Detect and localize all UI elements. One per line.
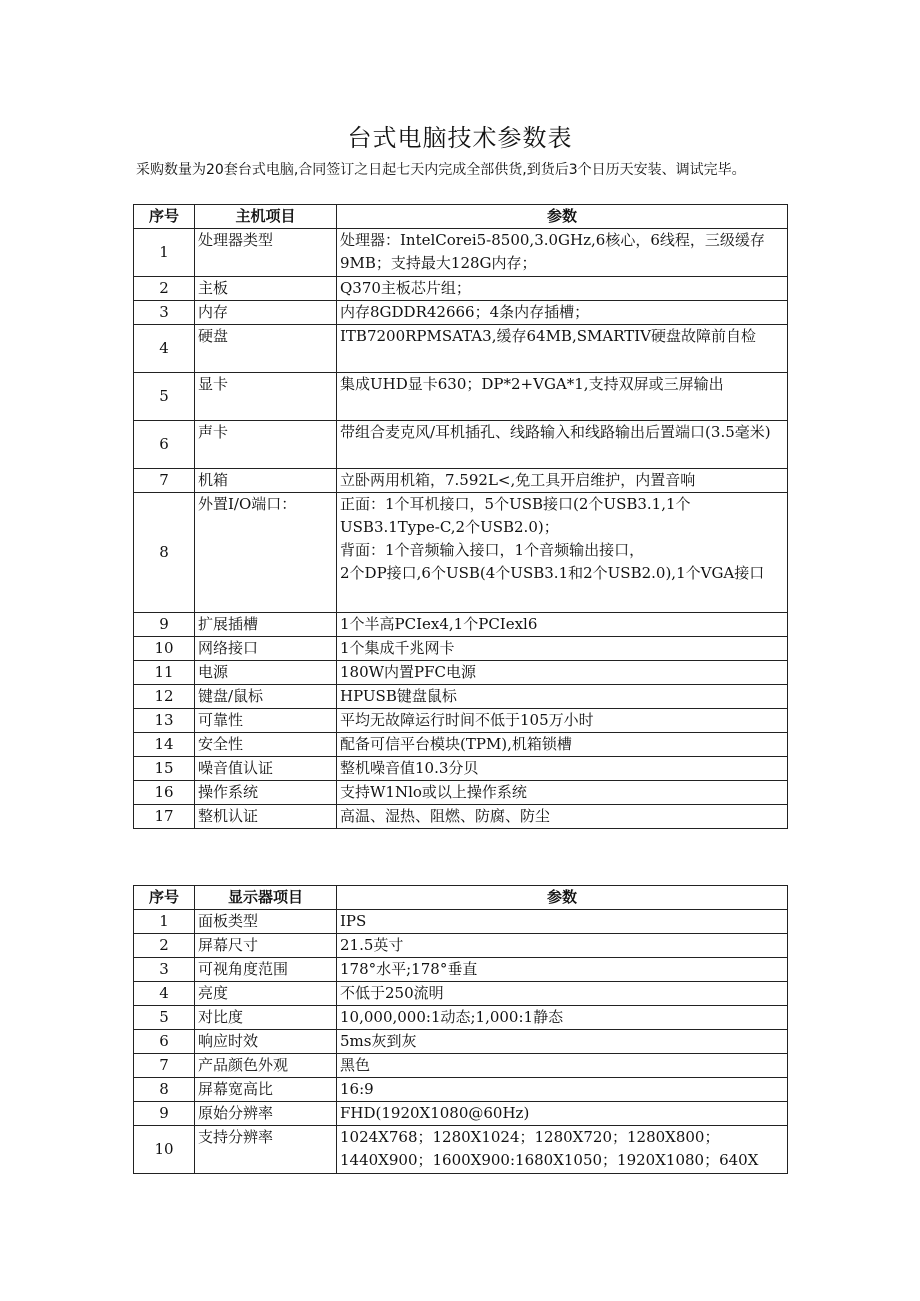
row-number: 13 xyxy=(134,709,195,733)
table-row xyxy=(134,781,788,805)
table-row xyxy=(134,910,788,934)
table-row xyxy=(134,934,788,958)
row-value: 5ms灰到灰 xyxy=(337,1030,788,1054)
row-value: 不低于250流明 xyxy=(337,982,788,1006)
row-item: 内存 xyxy=(195,301,337,325)
table-row xyxy=(134,1030,788,1054)
row-value: 内存8GDDR42666；4条内存插槽； xyxy=(337,301,788,325)
row-item: 整机认证 xyxy=(195,805,337,829)
row-value: 整机噪音值10.3分贝 xyxy=(337,757,788,781)
row-number: 12 xyxy=(134,685,195,709)
row-item: 键盘/鼠标 xyxy=(195,685,337,709)
row-value: 正面：1个耳机接口，5个USB接口(2个USB3.1,1个USB3.1Type-C,2个USB2.0)； 背面：1个音频输入接口，1个音频输出接口， 2个DP接口,6个USB(4个USB3.1和2个USB2.0),1个VGA接口 xyxy=(337,493,788,613)
row-item: 安全性 xyxy=(195,733,337,757)
row-number: 5 xyxy=(134,373,195,421)
intro-paragraph: 采购数量为20套台式电脑,合同签订之日起七天内完成全部供货,到货后3个日历天安装、调试完毕。 xyxy=(136,162,746,178)
row-item: 主板 xyxy=(195,277,337,301)
row-number: 10 xyxy=(134,637,195,661)
row-value: 处理器：IntelCorei5-8500,3.0GHz,6核心，6线程，三级缓存9MB；支持最大128G内存； xyxy=(337,229,788,277)
row-number: 4 xyxy=(134,982,195,1006)
row-value: 10,000,000:1动态;1,000:1静态 xyxy=(337,1006,788,1030)
row-number: 1 xyxy=(134,229,195,277)
monitor-spec-table xyxy=(133,885,788,1174)
row-number: 6 xyxy=(134,1030,195,1054)
header-item: 主机项目 xyxy=(195,205,337,229)
table-row xyxy=(134,1054,788,1078)
row-number: 15 xyxy=(134,757,195,781)
row-item: 网络接口 xyxy=(195,637,337,661)
row-item: 声卡 xyxy=(195,421,337,469)
header-no: 序号 xyxy=(134,205,195,229)
row-value: 黑色 xyxy=(337,1054,788,1078)
row-number: 5 xyxy=(134,1006,195,1030)
row-item: 电源 xyxy=(195,661,337,685)
table-row xyxy=(134,229,788,277)
row-value: 180W内置PFC电源 xyxy=(337,661,788,685)
row-number: 9 xyxy=(134,1102,195,1126)
row-value: HPUSB键盘鼠标 xyxy=(337,685,788,709)
row-item: 外置I/O端口： xyxy=(195,493,337,613)
table-row xyxy=(134,1078,788,1102)
row-number: 11 xyxy=(134,661,195,685)
table-row xyxy=(134,277,788,301)
row-value: 立卧两用机箱，7.592L<,免工具开启维护，内置音响 xyxy=(337,469,788,493)
row-item: 显卡 xyxy=(195,373,337,421)
row-item: 产品颜色外观 xyxy=(195,1054,337,1078)
row-item: 响应时效 xyxy=(195,1030,337,1054)
row-item: 机箱 xyxy=(195,469,337,493)
table-row xyxy=(134,373,788,421)
header-item: 显示器项目 xyxy=(195,886,337,910)
row-value: ITB7200RPMSATA3,缓存64MB,SMARTIV硬盘故障前自检 xyxy=(337,325,788,373)
row-number: 3 xyxy=(134,958,195,982)
table-row xyxy=(134,493,788,613)
header-value: 参数 xyxy=(337,205,788,229)
row-number: 14 xyxy=(134,733,195,757)
row-value: FHD(1920X1080@60Hz) xyxy=(337,1102,788,1126)
table-row xyxy=(134,661,788,685)
row-value: 178°水平;178°垂直 xyxy=(337,958,788,982)
host-table-body xyxy=(134,229,788,829)
row-value: 配备可信平台模块(TPM),机箱锁槽 xyxy=(337,733,788,757)
host-spec-table xyxy=(133,204,788,829)
row-value: 带组合麦克风/耳机插孔、线路输入和线路输出后置端口(3.5毫米) xyxy=(337,421,788,469)
row-number: 4 xyxy=(134,325,195,373)
row-value: 1个集成千兆网卡 xyxy=(337,637,788,661)
row-item: 原始分辨率 xyxy=(195,1102,337,1126)
table-row xyxy=(134,805,788,829)
table-row xyxy=(134,685,788,709)
table-row xyxy=(134,709,788,733)
row-item: 面板类型 xyxy=(195,910,337,934)
row-number: 1 xyxy=(134,910,195,934)
row-item: 硬盘 xyxy=(195,325,337,373)
table-row xyxy=(134,325,788,373)
row-value: 1024X768；1280X1024；1280X720；1280X800；1440X900；1600X900:1680X1050；1920X1080；640X xyxy=(337,1126,788,1174)
row-number: 7 xyxy=(134,469,195,493)
row-item: 操作系统 xyxy=(195,781,337,805)
row-number: 16 xyxy=(134,781,195,805)
table-row xyxy=(134,469,788,493)
table-row xyxy=(134,733,788,757)
host-table-header-row xyxy=(134,205,788,229)
row-number: 8 xyxy=(134,1078,195,1102)
table-row xyxy=(134,958,788,982)
row-number: 8 xyxy=(134,493,195,613)
row-item: 扩展插槽 xyxy=(195,613,337,637)
row-number: 17 xyxy=(134,805,195,829)
table-row xyxy=(134,1126,788,1174)
header-no: 序号 xyxy=(134,886,195,910)
row-number: 7 xyxy=(134,1054,195,1078)
monitor-table-body xyxy=(134,910,788,1174)
row-value: 16:9 xyxy=(337,1078,788,1102)
row-value: 1个半高PCIex4,1个PCIexl6 xyxy=(337,613,788,637)
table-row xyxy=(134,613,788,637)
table-row xyxy=(134,1102,788,1126)
row-item: 亮度 xyxy=(195,982,337,1006)
row-value: IPS xyxy=(337,910,788,934)
table-row xyxy=(134,301,788,325)
row-item: 支持分辨率 xyxy=(195,1126,337,1174)
row-number: 9 xyxy=(134,613,195,637)
row-value: 高温、湿热、阻燃、防腐、防尘 xyxy=(337,805,788,829)
row-number: 2 xyxy=(134,277,195,301)
monitor-table-header-row xyxy=(134,886,788,910)
table-row xyxy=(134,757,788,781)
row-item: 屏幕尺寸 xyxy=(195,934,337,958)
table-row xyxy=(134,982,788,1006)
row-item: 屏幕宽高比 xyxy=(195,1078,337,1102)
row-item: 对比度 xyxy=(195,1006,337,1030)
row-value: 21.5英寸 xyxy=(337,934,788,958)
row-value: Q370主板芯片组； xyxy=(337,277,788,301)
row-number: 3 xyxy=(134,301,195,325)
table-row xyxy=(134,421,788,469)
row-item: 可视角度范围 xyxy=(195,958,337,982)
page-title: 台式电脑技术参数表 xyxy=(347,124,573,152)
row-number: 2 xyxy=(134,934,195,958)
header-value: 参数 xyxy=(337,886,788,910)
table-row xyxy=(134,637,788,661)
row-item: 可靠性 xyxy=(195,709,337,733)
row-value: 支持W1Nlo或以上操作系统 xyxy=(337,781,788,805)
row-number: 6 xyxy=(134,421,195,469)
row-number: 10 xyxy=(134,1126,195,1174)
row-value: 平均无故障运行时间不低于105万小时 xyxy=(337,709,788,733)
row-item: 处理器类型 xyxy=(195,229,337,277)
row-item: 噪音值认证 xyxy=(195,757,337,781)
row-value: 集成UHD显卡630；DP*2+VGA*1,支持双屏或三屏输出 xyxy=(337,373,788,421)
table-row xyxy=(134,1006,788,1030)
